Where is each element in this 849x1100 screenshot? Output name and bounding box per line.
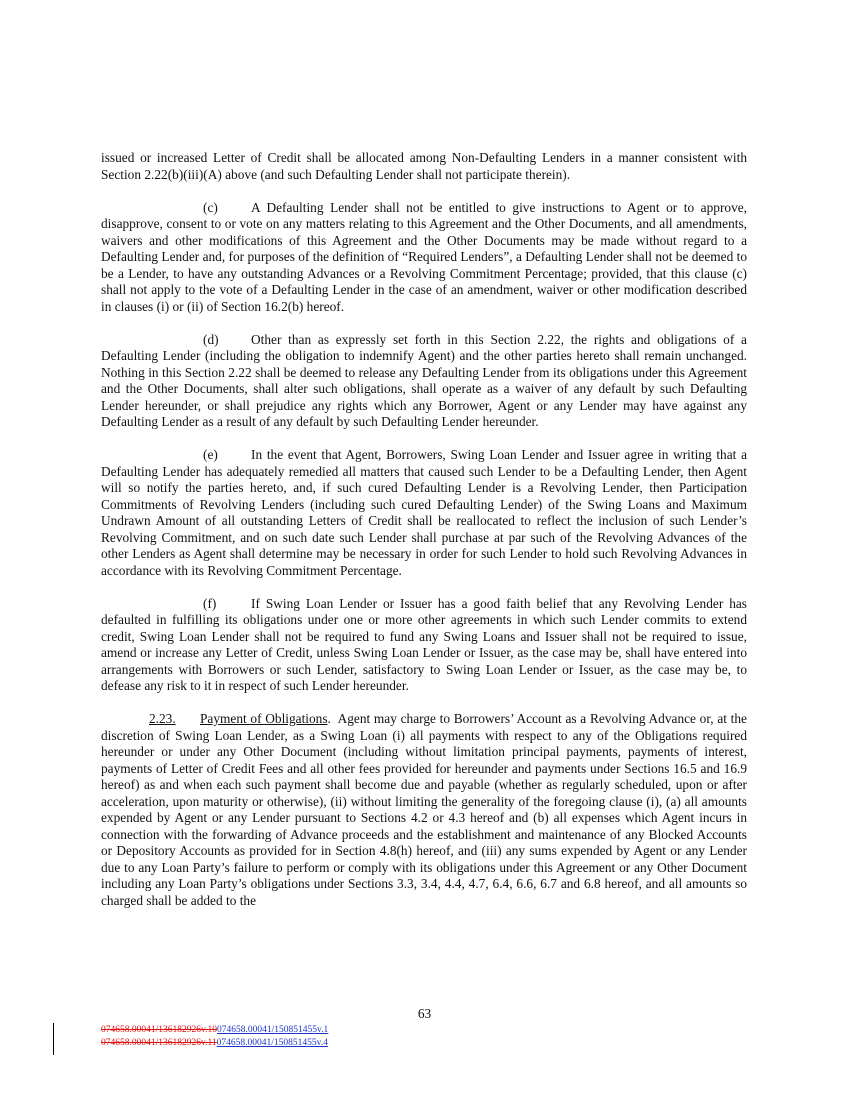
- footer-line-1: [101, 1024, 328, 1037]
- paragraph-c-text: A Defaulting Lender shall not be entitled to give instructions to Agent or to approve, disapprove, consent to or vote on any matters relating to this Agreement and the Other Documents, and all amendments, waivers and other modifications of this Agreement and the Other Documents may be made without regard to a Defaulting Lender and, for purposes of the definition of “Required Lenders”, a Defaulting Lender shall not be deemed to be a Lender, to have any outstanding Advances or a Revolving Commitment Percentage; provided, that this clause (c) shall not apply to the vote of a Defaulting Lender in the case of an amendment, waiver or other modification described in clauses (i) or (ii) of Section 16.2(b) hereof.: [101, 199, 747, 314]
- footer-inserted-id-2: 074658.00041/150851455v.4: [216, 1038, 328, 1048]
- section-number: 2.23.: [149, 711, 176, 726]
- paragraph-e: [101, 447, 747, 579]
- paragraph-f-label: (f): [203, 595, 217, 611]
- section-2-23: [101, 711, 747, 909]
- footer-deleted-id-2: 074658.00041/136182926v.11: [101, 1038, 217, 1048]
- footer-line-2: [101, 1037, 328, 1050]
- page-number: 63: [417, 1006, 432, 1021]
- paragraph-d: [101, 332, 747, 431]
- change-bar: [53, 1023, 54, 1055]
- paragraph-carryover: issued or increased Letter of Credit shall be allocated among Non-Defaulting Lenders in a manner consistent with Section 2.22(b)(iii)(A) above (and such Defaulting Lender shall not participate therein).: [101, 150, 747, 182]
- paragraph-d-label: (d): [203, 331, 219, 347]
- paragraph-e-label: (e): [203, 447, 218, 462]
- paragraph-c: [101, 200, 747, 316]
- paragraph-c-label: (c): [203, 199, 218, 215]
- paragraph-d-text: Other than as expressly set forth in this Section 2.22, the rights and obligations of a Defaulting Lender (including the obligation to indemnify Agent) and the other parties hereto shall remain unchanged. Nothing in this Section 2.22 shall be deemed to release any Defaulting Lender from its obligations under this Agreement and the Other Documents, shall alter such obligations, shall operate as a waiver of any default by such Defaulting Lender hereunder, or shall prejudice any rights which any Borrower, Agent or any Lender may have against any Defaulting Lender as a result of any default by such Defaulting Lender hereunder.: [101, 331, 747, 429]
- paragraph-e-text: In the event that Agent, Borrowers, Swing Loan Lender and Issuer agree in writing that a Defaulting Lender has adequately remedied all matters that caused such Lender to be a Defaulting Lender, then Agent will so notify the parties hereto, and, if such cured Defaulting Lender is a Revolving Lender, then Participation Commitments of Revolving Lenders (including such cured Defaulting Lender) of the Swing Loans and Maximum Undrawn Amount of all outstanding Letters of Credit shall be reallocated to reflect the inclusion of such Lender’s Revolving Commitment, and on such date such Lender shall purchase at par such of the Revolving Advances of the other Lenders as Agent shall determine may be necessary in order for such Lender to hold such Revolving Advances in accordance with its Revolving Commitment Percentage.: [101, 447, 747, 578]
- footer-inserted-id-1: 074658.00041/150851455v.1: [217, 1025, 329, 1035]
- document-footer: [101, 1024, 328, 1050]
- section-text: Agent may charge to Borrowers’ Account as a Revolving Advance or, at the discretion of Swing Loan Lender, as a Swing Loan (i) all payments with respect to any of the Obligations required hereunder or under any Other Document (including without limitation principal payments, payments of interest, payments of Letter of Credit Fees and all other fees provided for hereunder and payments under Sections 16.5 and 16.9 hereof) as and when each such payment shall become due and payable (whether as regularly scheduled, upon or after acceleration, upon maturity or otherwise), (ii) without limiting the generality of the foregoing clause (i), (a) all amounts expended by Agent or any Lender pursuant to Sections 4.2 or 4.3 hereof and (b) all expenses which Agent incurs in connection with the forwarding of Advance proceeds and the establishment and maintenance of any Blocked Accounts or Depository Accounts as provided for in Section 4.8(h) hereof, and (iii) any sums expended by Agent or any Lender due to any Loan Party’s failure to perform or comply with its obligations under this Agreement or any Other Document including any Loan Party’s obligations under Sections 3.3, 3.4, 4.4, 4.7, 6.4, 6.6, 6.7 and 6.8 hereof, and all amounts so charged shall be added to the: [101, 711, 747, 908]
- paragraph-f-text: If Swing Loan Lender or Issuer has a good faith belief that any Revolving Lender has defaulted in fulfilling its obligations under one or more other agreements in which such Lender commits to extend credit, Swing Loan Lender shall not be required to fund any Swing Loans and Issuer shall not be required to issue, amend or increase any Letter of Credit, unless Swing Loan Lender or Issuer, as the case may be, shall have entered into arrangements with Borrowers or such Lender, satisfactory to Swing Loan Lender or Issuer, as the case may be, to defease any risk to it in respect of such Lender hereunder.: [101, 595, 747, 693]
- document-body: [101, 150, 747, 909]
- section-heading: Payment of Obligations: [200, 711, 328, 726]
- section-heading-punct: .: [327, 711, 331, 726]
- paragraph-f: [101, 596, 747, 695]
- footer-deleted-id-1: 074658.00041/136182926v.10: [101, 1025, 218, 1035]
